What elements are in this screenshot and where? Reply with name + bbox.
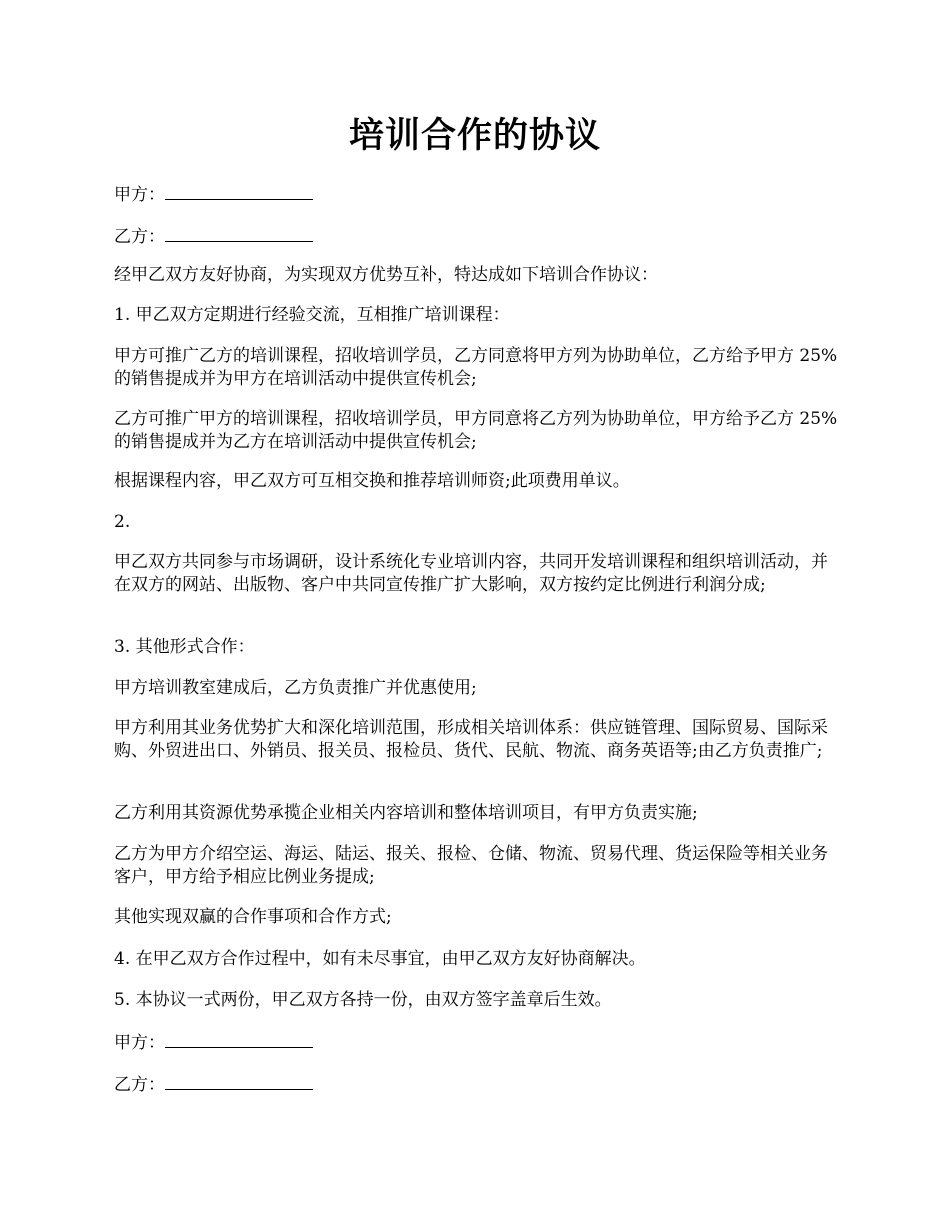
document-title: 培训合作的协议 [348,115,601,156]
section-2-heading: 2. [114,512,131,532]
section-3-paragraph-2: 甲方利用其业务优势扩大和深化培训范围，形成相关培训体系：供应链管理、国际贸易、国际采购、外贸进出口、外销员、报关员、报检员、货代、民航、物流、商务英语等;由乙方负责推广; [114,718,828,761]
signature-party-b-blank[interactable] [165,1072,313,1090]
signature-party-a-blank[interactable] [165,1030,313,1048]
intro-paragraph: 经甲乙双方友好协商，为实现双方优势互补，特达成如下培训合作协议： [114,265,658,285]
party-a-line [114,182,842,207]
section-1-heading: 1. 甲乙双方定期进行经验交流，互相推广培训课程： [114,305,510,325]
section-3-paragraph-5: 其他实现双赢的合作事项和合作方式; [114,907,392,927]
party-a-blank[interactable] [165,182,313,200]
section-4-paragraph: 4. 在甲乙双方合作过程中，如有未尽事宜，由甲乙双方友好协商解决。 [114,949,646,969]
signature-party-b-label: 乙方： [114,1075,165,1095]
section-1-paragraph-1: 甲方可推广乙方的培训课程，招收培训学员，乙方同意将甲方列为协助单位，乙方给予甲方 25%的销售提成并为甲方在培训活动中提供宣传机会; [114,346,838,389]
section-5-paragraph: 5. 本协议一式两份，甲乙双方各持一份，由双方签字盖章后生效。 [114,990,612,1010]
section-3-heading: 3. 其他形式合作： [114,637,255,657]
section-3-paragraph-1: 甲方培训教室建成后，乙方负责推广并优惠使用; [114,678,477,698]
party-b-label: 乙方： [114,227,165,247]
party-b-blank[interactable] [165,224,313,242]
signature-party-a-label: 甲方： [114,1033,165,1053]
section-3-paragraph-3: 乙方利用其资源优势承揽企业相关内容培训和整体培训项目，有甲方负责实施; [114,803,698,823]
section-1-paragraph-3: 根据课程内容，甲乙双方可互相交换和推荐培训师资;此项费用单议。 [114,471,630,491]
signature-party-b-line [114,1072,842,1097]
section-3-paragraph-4: 乙方为甲方介绍空运、海运、陆运、报关、报检、仓储、物流、贸易代理、货运保险等相关业务客户，甲方给予相应比例业务提成; [114,844,828,887]
section-2-paragraph-1: 甲乙双方共同参与市场调研，设计系统化专业培训内容，共同开发培训课程和组织培训活动，并在双方的网站、出版物、客户中共同宣传推广扩大影响，双方按约定比例进行利润分成; [114,552,828,595]
party-a-label: 甲方： [114,185,165,205]
section-1-paragraph-2: 乙方可推广甲方的培训课程，招收培训学员，甲方同意将乙方列为协助单位，甲方给予乙方 25%的销售提成并为乙方在培训活动中提供宣传机会; [114,409,838,452]
party-b-line [114,224,842,249]
signature-party-a-line [114,1030,842,1055]
